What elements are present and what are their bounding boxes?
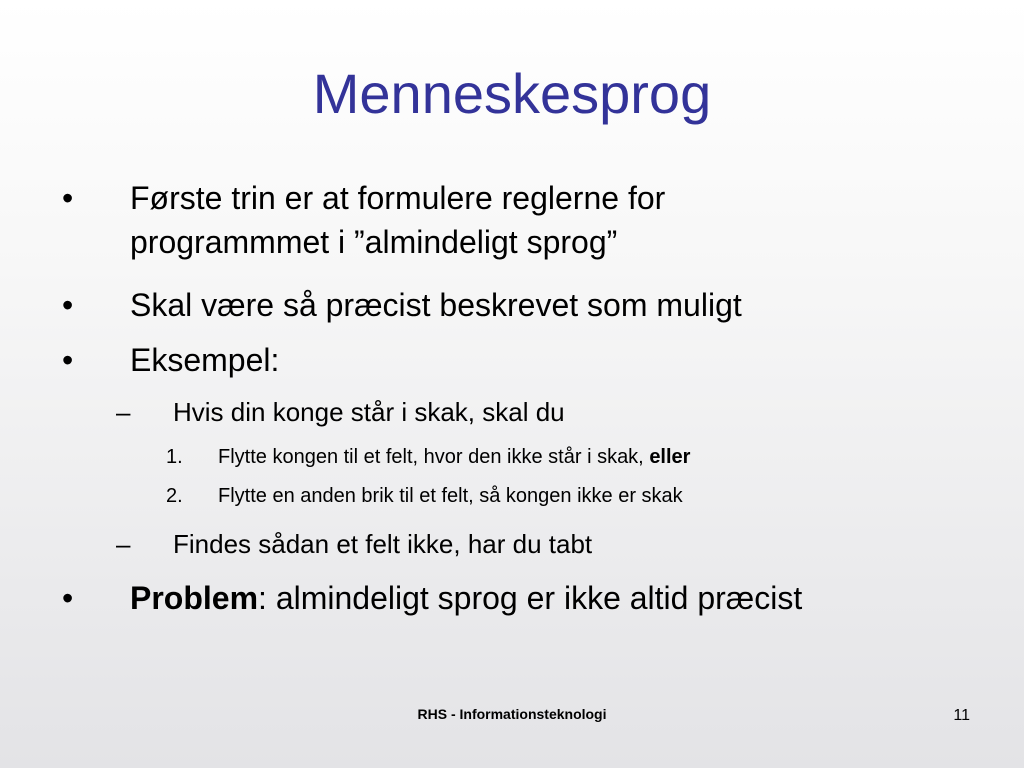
number-marker: 2. [166, 485, 183, 507]
dash-marker: – [116, 529, 131, 559]
bullet-text [130, 576, 850, 620]
sub-bullet-text: Hvis din konge står i skak, skal du [173, 397, 565, 427]
number-marker: 1. [166, 446, 183, 468]
bullet-text: Eksempel: [130, 342, 280, 378]
numbered-text-main: Flytte kongen til et felt, hvor den ikke står i skak, [218, 446, 650, 468]
bullet-text: Skal være så præcist beskrevet som muligt [130, 287, 742, 323]
bullet-marker: • [62, 180, 74, 216]
footer-text: RHS - Informationsteknologi [417, 706, 607, 722]
numbered-text [218, 443, 978, 471]
page-number: 11 [953, 707, 970, 724]
bullet-marker: • [62, 342, 74, 378]
bullet-marker: • [62, 287, 74, 323]
bullet-marker: • [62, 580, 74, 616]
numbered-text: Flytte en anden brik til et felt, så kongen ikke er skak [218, 485, 683, 507]
slide-title: Menneskesprog [312, 62, 712, 125]
bullet-text: Første trin er at formulere reglerne for programmmet i ”almindeligt sprog” [130, 180, 666, 260]
emphasis-text: Problem [130, 580, 259, 616]
sub-bullet-text: Findes sådan et felt ikke, har du tabt [173, 529, 593, 559]
bullet-text-main: : almindeligt sprog er ikke altid præcist [258, 580, 803, 616]
dash-marker: – [116, 397, 131, 427]
emphasis-text: eller [649, 446, 691, 468]
